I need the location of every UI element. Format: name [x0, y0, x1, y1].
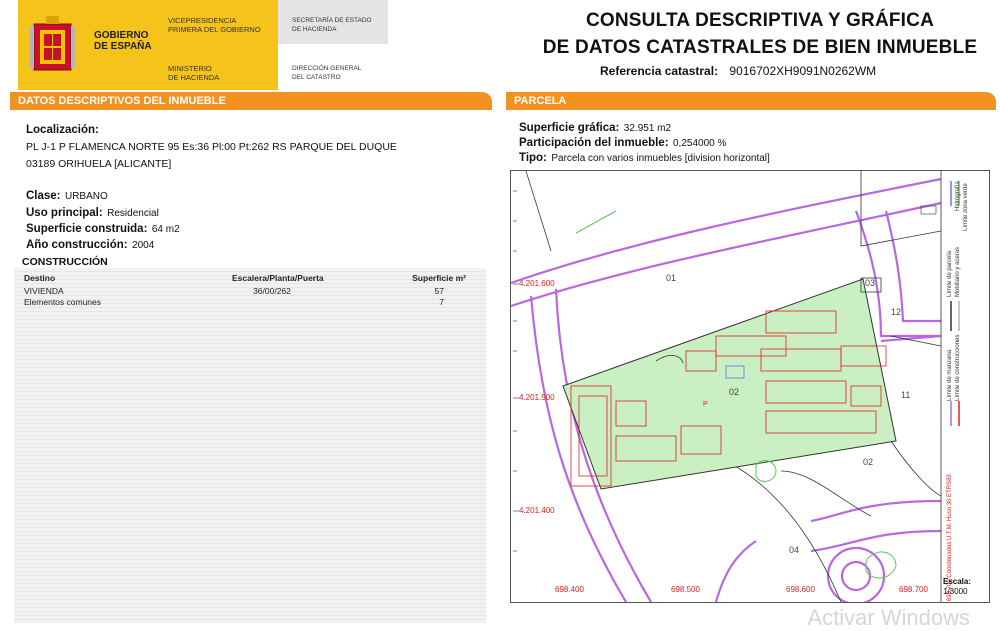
uso-value: Residencial — [107, 208, 159, 219]
row-2-sup: 7 — [439, 297, 444, 307]
spain-coat-of-arms-icon — [30, 16, 75, 76]
x-tick-2: 698.500 — [671, 585, 700, 594]
y-tick-2: 4.201.500 — [519, 393, 555, 402]
section-datos-descriptivos: DATOS DESCRIPTIVOS DEL INMUEBLE — [10, 92, 492, 110]
th-superficie: Superficie m² — [412, 273, 466, 283]
x-tick-4: 698.700 — [899, 585, 928, 594]
parcel-label-02: 02 — [729, 387, 740, 397]
legend-zona-verde — [963, 181, 973, 231]
title-line-2: DE DATOS CATASTRALES DE BIEN INMUEBLE — [542, 37, 978, 58]
localizacion-line-2: 03189 ORIHUELA [ALICANTE] — [26, 158, 172, 170]
escala-label: Escala: — [943, 577, 972, 586]
y-tick-3: 4.201.400 — [519, 506, 555, 515]
gobierno-text: GOBIERNO DE ESPAÑA — [94, 30, 152, 52]
parcel-label-02b: 02 — [863, 457, 874, 467]
vicepresidencia-text: VICEPRESIDENCIA PRIMERA DEL GOBIERNO — [168, 16, 261, 34]
clase-row — [26, 186, 108, 204]
participacion-value: 0,254000 % — [673, 138, 727, 149]
construccion-title: CONSTRUCCIÓN — [22, 256, 108, 268]
legend-item-5: Hidrografía — [955, 181, 961, 211]
cadastral-map[interactable] — [510, 170, 990, 603]
row-1-epp: 36/00/262 — [253, 286, 291, 296]
legend-hidrografia — [955, 171, 965, 211]
tipo-row — [519, 148, 770, 166]
localizacion-label: Localización: — [26, 124, 99, 136]
legend-item-3: Mobiliario y aceras — [955, 246, 961, 297]
ref-value: 9016702XH9091N0262WM — [729, 64, 877, 78]
parcel-label-01: 01 — [666, 273, 677, 283]
uso-label: Uso principal: — [26, 207, 103, 219]
escala-box — [943, 577, 971, 597]
anio-value: 2004 — [132, 240, 155, 251]
legend-item-2: Límite de construcciones — [955, 334, 961, 401]
ref-catastral — [600, 64, 876, 78]
th-destino: Destino — [24, 273, 56, 283]
superficie-value: 64 m2 — [151, 224, 180, 235]
legend-item-0: Límite de manzana — [947, 349, 953, 401]
tipo-value: Parcela con varios inmuebles [division horizontal] — [551, 153, 770, 164]
clase-value: URBANO — [64, 191, 108, 202]
legend-mobiliario — [955, 246, 965, 297]
windows-activation-watermark: Activar Windows — [807, 605, 970, 630]
x-tick-1: 698.400 — [555, 585, 584, 594]
secretaria-text: SECRETARÍA DE ESTADO DE HACIENDA — [292, 17, 372, 33]
ref-label: Referencia catastral: — [600, 64, 719, 78]
localizacion-line-1: PL J-1 P FLAMENCA NORTE 95 Es:36 Pl:00 Pt:262 RS PARQUE DEL DUQUE — [26, 141, 397, 153]
legend-construcciones — [955, 334, 965, 401]
sup-grafica-value: 32.951 m2 — [623, 123, 672, 134]
ministerio-text: MINISTERIO DE HACIENDA — [168, 64, 220, 82]
escala-value: 1/3000 — [943, 587, 968, 596]
participacion-label: Participación del inmueble: — [519, 137, 669, 149]
construccion-table — [14, 268, 486, 623]
direccion-text: DIRECCIÓN GENERAL DEL CATASTRO — [292, 65, 362, 81]
row-2-destino: Elementos comunes — [24, 297, 102, 307]
legend-item-4: Límite zona verde — [963, 183, 969, 231]
title-line-1: CONSULTA DESCRIPTIVA Y GRÁFICA — [585, 10, 935, 31]
y-tick-1: 4.201.600 — [519, 279, 555, 288]
anio-row — [26, 235, 154, 253]
legend-item-1: Límite de parcela — [947, 250, 953, 297]
legend-coords — [947, 474, 957, 601]
tipo-label: Tipo: — [519, 152, 547, 164]
parcel-label-03: 03 — [865, 278, 876, 288]
cadastral-map-svg — [511, 171, 989, 602]
parcel-label-12: 12 — [891, 307, 902, 317]
sup-grafica-label: Superficie gráfica: — [519, 122, 620, 134]
clase-label: Clase: — [26, 190, 61, 202]
coords-note: 698,700 Coordenadas U.T.M. Huso 30 ETRS89 — [947, 474, 953, 601]
parcel-label-04: 04 — [789, 545, 800, 555]
row-1-destino: VIVIENDA — [24, 286, 64, 296]
superficie-label: Superficie construida: — [26, 223, 148, 235]
anio-label: Año construcción: — [26, 239, 128, 251]
parcel-label-11: 11 — [901, 390, 911, 400]
th-escalera: Escalera/Planta/Puerta — [232, 273, 324, 283]
section-parcela: PARCELA — [506, 92, 996, 110]
x-tick-3: 698.600 — [786, 585, 815, 594]
p-label: P — [703, 401, 708, 408]
row-1-sup: 57 — [434, 286, 444, 296]
